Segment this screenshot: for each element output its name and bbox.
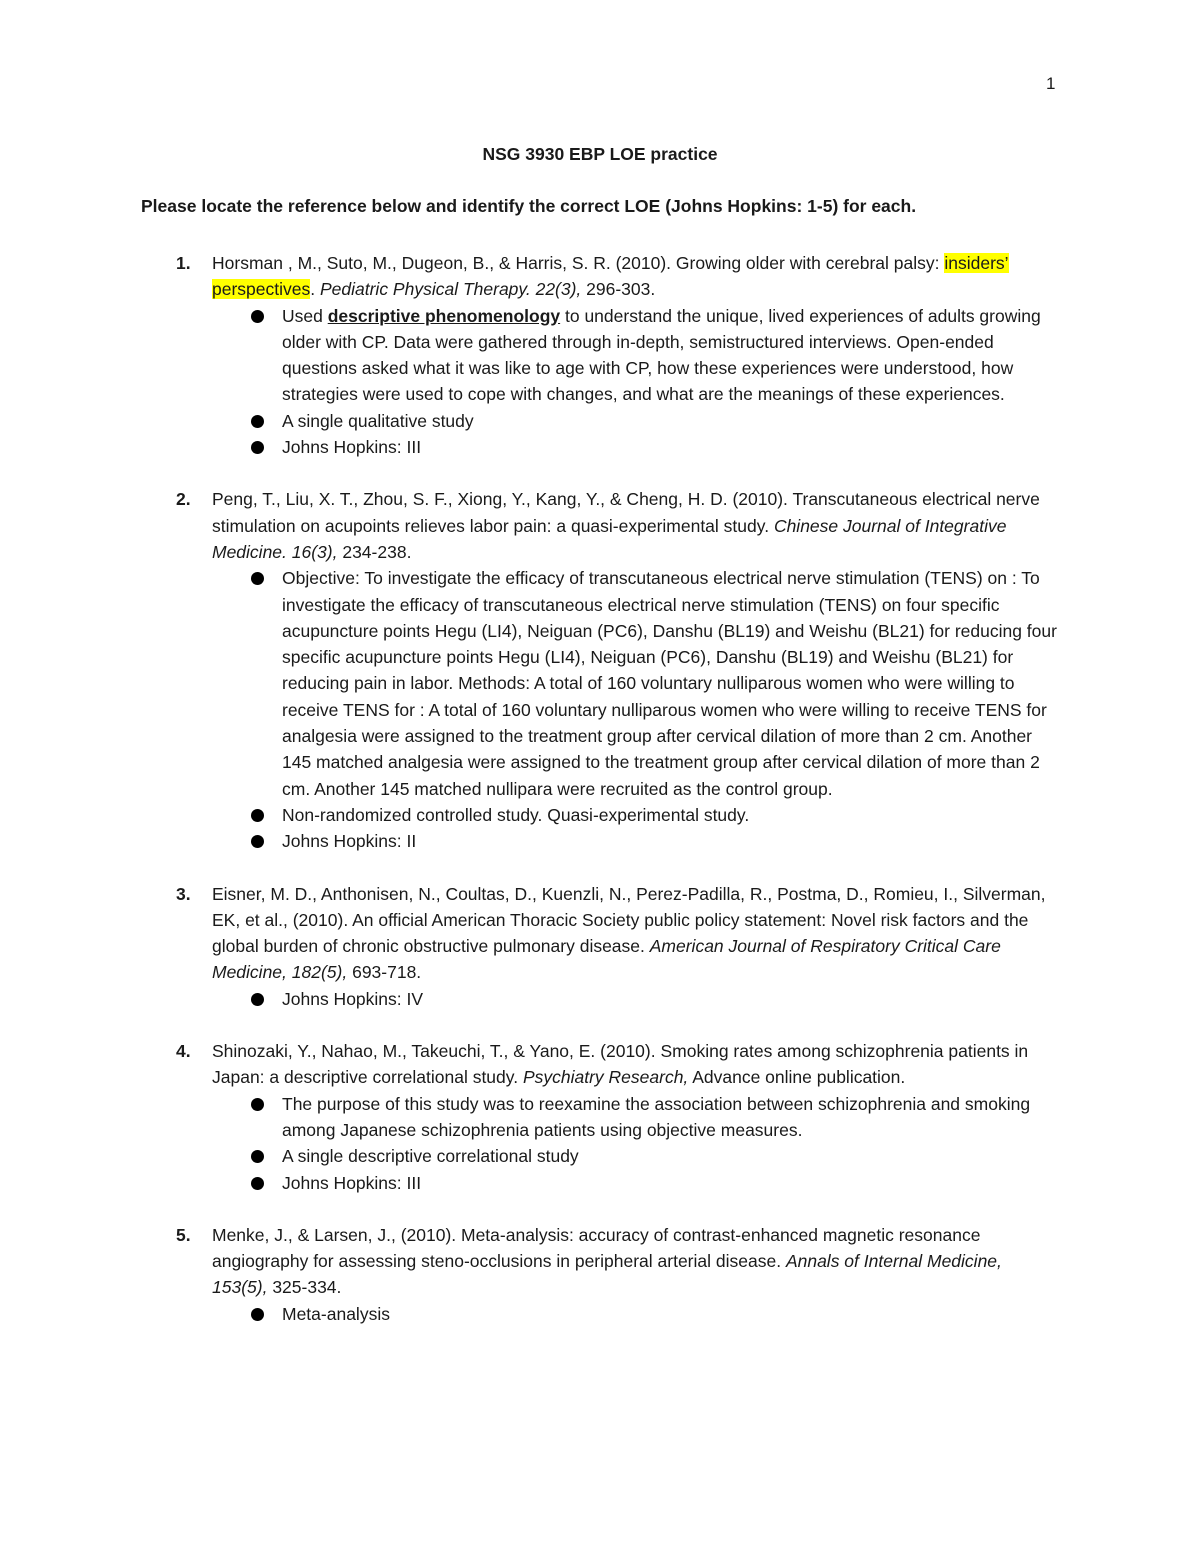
bullet-icon [251, 415, 264, 428]
page-number: 1 [1046, 74, 1056, 93]
page-title: NSG 3930 EBP LOE practice [482, 144, 718, 164]
bullet-icon [251, 572, 264, 585]
reference-list [0, 250, 1200, 1353]
journal-name: Psychiatry Research, [522, 1067, 689, 1088]
reference-item-2 [0, 486, 1200, 854]
list-item: Objective: To investigate the efficacy of transcutaneous electrical nerve stimulation (TENS) on : To investigate the efficacy of transcutaneous electrical nerve stimulation (TENS) on four specific acupuncture points Hegu (LI4), Neiguan (PC6), Danshu (BL19) and Weishu (BL21) for reducing four specific acupuncture points Hegu (LI4), Neiguan (PC6), Danshu (BL19) and Weishu (BL21) for reducing pain in labor. Methods: A total of 160 voluntary nulliparous women who were willing to receive TENS for : A total of 160 voluntary nulliparous women who were willing to receive TENS for analgesia were assigned to the treatment group after cervical dilation of more than 2 cm. Another 145 matched analgesia were assigned to the treatment group after cervical dilation of more than 2 cm. Another 145 matched nullipara were recruited as the control group. [282, 565, 1062, 802]
reference-number: 1. [176, 253, 191, 273]
list-item: Johns Hopkins: III [282, 1170, 1062, 1196]
bullet-icon [251, 441, 264, 454]
list-item: A single qualitative study [282, 408, 1062, 434]
bullet-icon [251, 1308, 264, 1321]
list-item: Used descriptive phenomenology to understand the unique, lived experiences of adults growing older with CP. Data were gathered through in-depth, semistructured interviews. Open-ended questions asked what it was like to age with CP, how these experiences were understood, how strategies were used to cope with changes, and what are the meanings of these experiences. [282, 303, 1062, 408]
journal-name: American Journal of Respiratory Critical Care Medicine, 182(5), [212, 936, 1001, 983]
journal-name: Pediatric Physical Therapy. 22(3), [319, 279, 582, 300]
journal-name: Annals of Internal Medicine, 153(5), [212, 1251, 1002, 1298]
list-item: A single descriptive correlational study [282, 1143, 1062, 1169]
reference-item-1 [0, 250, 1200, 460]
bullet-icon [251, 1098, 264, 1111]
bullet-icon [251, 835, 264, 848]
reference-item-4 [0, 1038, 1200, 1196]
bullet-icon [251, 310, 264, 323]
bullet-list [0, 565, 1200, 854]
reference-citation: Horsman , M., Suto, M., Dugeon, B., & Harris, S. R. (2010). Growing older with cerebral palsy: insiders’ perspectives. Pediatric Physical Therapy. 22(3), 296-303. [212, 253, 1009, 300]
list-item: The purpose of this study was to reexamine the association between schizophrenia and smoking among Japanese schizophrenia patients using objective measures. [282, 1091, 1062, 1144]
list-item: Johns Hopkins: II [282, 828, 1062, 854]
reference-number: 3. [176, 883, 191, 904]
bullet-list [0, 1301, 1200, 1327]
instruction-text: Please locate the reference below and identify the correct LOE (Johns Hopkins: 1-5) for each. [141, 196, 917, 216]
reference-citation: Eisner, M. D., Anthonisen, N., Coultas, D., Kuenzli, N., Perez-Padilla, R., Postma, D., Romieu, I., Silverman, EK, et al., (2010). An official American Thoracic Society public policy statement: Novel risk factors and the global burden of chronic obstructive pulmonary disease. American Journal of Respiratory Critical Care Medicine, 182(5), 693-718. [212, 883, 1046, 983]
reference-citation: Menke, J., & Larsen, J., (2010). Meta-analysis: accuracy of contrast-enhanced magnetic resonance angiography for assessing steno-occlusions in peripheral arterial disease. Annals of Internal Medicine, 153(5), 325-334. [212, 1224, 1002, 1298]
reference-citation: Shinozaki, Y., Nahao, M., Takeuchi, T., & Yano, E. (2010). Smoking rates among schizophrenia patients in Japan: a descriptive correlational study. Psychiatry Research, Advance online publication. [212, 1041, 1029, 1088]
bullet-icon [251, 1150, 264, 1163]
bullet-icon [251, 1177, 264, 1190]
reference-number: 4. [176, 1041, 191, 1062]
reference-number: 5. [176, 1224, 191, 1245]
list-item: Non-randomized controlled study. Quasi-experimental study. [282, 802, 1062, 828]
list-item: Meta-analysis [282, 1301, 1062, 1327]
reference-citation: Peng, T., Liu, X. T., Zhou, S. F., Xiong, Y., Kang, Y., & Cheng, H. D. (2010). Transcutaneous electrical nerve stimulation on acupoints relieves labor pain: a quasi-experimental study. Chinese Journal of Integrative Medicine. 16(3), 234-238. [212, 489, 1040, 562]
bullet-icon [251, 809, 264, 822]
highlighted-text: insiders’ perspectives [212, 253, 1009, 300]
emphasized-term: descriptive phenomenology [327, 305, 561, 326]
bullet-list [0, 1091, 1200, 1196]
list-item: Johns Hopkins: IV [282, 986, 1062, 1012]
journal-name: Chinese Journal of Integrative Medicine. 16(3), [212, 515, 1007, 562]
bullet-icon [251, 993, 264, 1006]
reference-number: 2. [176, 489, 191, 510]
bullet-list [0, 986, 1200, 1012]
reference-item-5 [0, 1222, 1200, 1327]
list-item: Johns Hopkins: III [282, 434, 1062, 460]
reference-item-3 [0, 881, 1200, 1012]
bullet-list [0, 303, 1200, 461]
